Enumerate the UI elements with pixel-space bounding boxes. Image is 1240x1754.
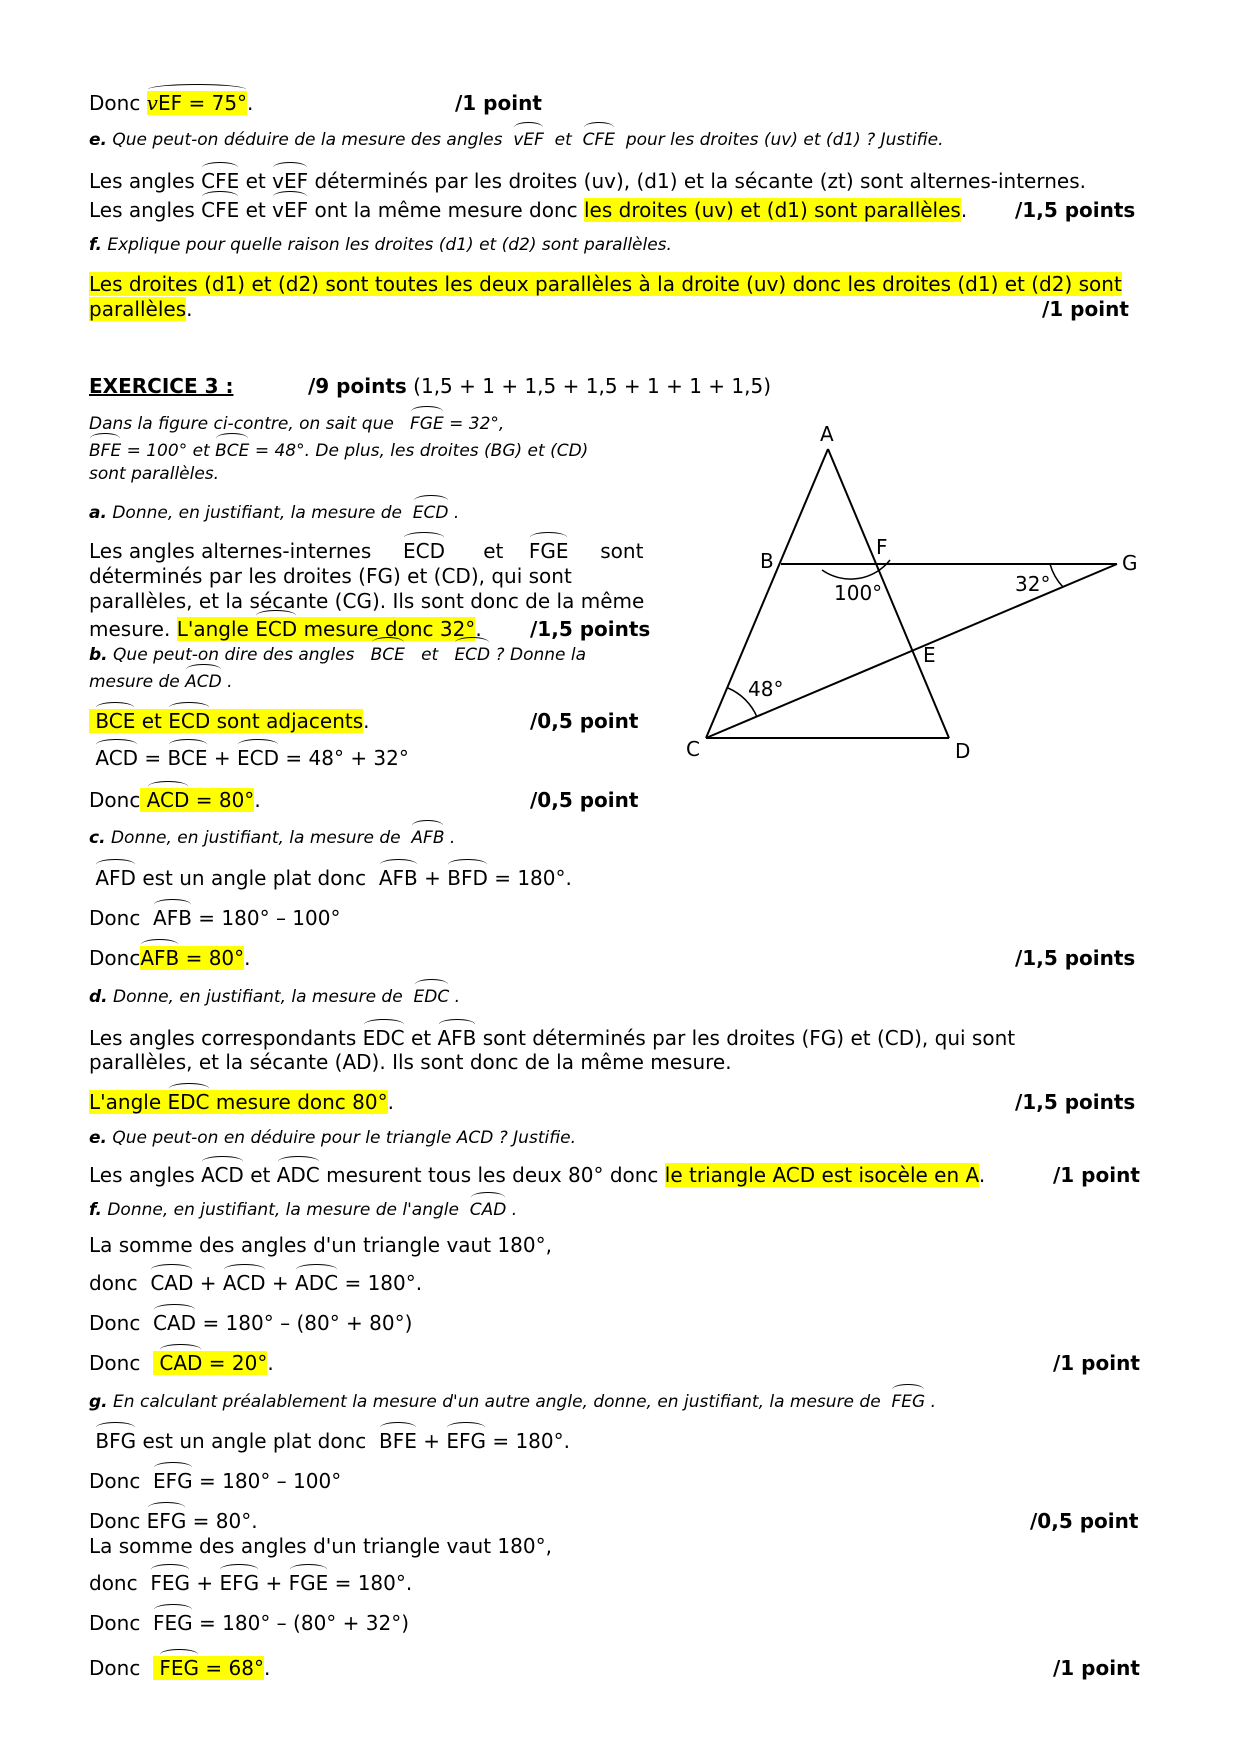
- points-g1: /0,5 point: [1030, 1509, 1139, 1533]
- answer-f-line2: donc CAD + ACD + ADC = 180°.: [89, 1271, 423, 1295]
- answer-g-line3: Donc EFG = 80°.: [89, 1509, 258, 1533]
- answer-e-line2: Les angles CFE et vEF ont la même mesure donc les droites (uv) et (d1) sont parallèles.: [89, 198, 968, 222]
- points-g2: /1 point: [1053, 1656, 1140, 1680]
- answer-e: Les angles ACD et ADC mesurent tous les deux 80° donc le triangle ACD est isocèle en A.: [89, 1163, 986, 1187]
- answer-g-line6: Donc FEG = 180° – (80° + 32°): [89, 1611, 410, 1635]
- arc-angle-f: [822, 560, 890, 579]
- points-b2: /0,5 point: [530, 788, 639, 812]
- angle-g-label: 32°: [1015, 572, 1051, 596]
- answer-f-line2: parallèles.: [89, 297, 193, 321]
- points-2: /1,5 points: [1015, 198, 1136, 222]
- answer-c-line3: DoncAFB = 80°.: [89, 946, 251, 970]
- answer-d-line3: L'angle EDC mesure donc 80°.: [89, 1090, 394, 1114]
- angle-c-label: 48°: [748, 677, 784, 701]
- question-c: c. Donne, en justifiant, la mesure de AFB .: [89, 828, 456, 848]
- points-d: /1,5 points: [1015, 1090, 1136, 1114]
- answer-g-line4: La somme des angles d'un triangle vaut 180°,: [89, 1534, 552, 1558]
- question-e: e. Que peut-on en déduire pour le triangle ACD ? Justifie.: [89, 1128, 577, 1148]
- answer-g-line1: BFG est un angle plat donc BFE + EFG = 180°.: [95, 1429, 570, 1453]
- answer-f-line3: Donc CAD = 180° – (80° + 80°): [89, 1311, 413, 1335]
- answer-c-line1: AFD est un angle plat donc AFB + BFD = 180°.: [95, 866, 572, 890]
- answer-a-line2: déterminés par les droites (FG) et (CD), qui sont: [89, 564, 572, 588]
- answer-c-line2: Donc AFB = 180° – 100°: [89, 906, 341, 930]
- points-b1: /0,5 point: [530, 709, 639, 733]
- point-d-label: D: [955, 739, 971, 763]
- answer-f-line1: Les droites (d1) et (d2) sont toutes les deux parallèles à la droite (uv) donc les droites (d1) et (d2) sont: [89, 272, 1122, 296]
- answer-g-line2: Donc EFG = 180° – 100°: [89, 1469, 342, 1493]
- answer-a-line1: Les angles alternes-internes ECD et FGE sont: [89, 539, 644, 563]
- intro-line1: Dans la figure ci-contre, on sait que FGE = 32°,: [89, 414, 505, 434]
- points-c: /1,5 points: [1015, 946, 1136, 970]
- answer-b-line3: Donc ACD = 80°.: [89, 788, 261, 812]
- question-f: f. Donne, en justifiant, la mesure de l'angle CAD .: [89, 1200, 518, 1220]
- answer-e-line1: Les angles CFE et vEF déterminés par les droites (uv), (d1) et la sécante (zt) sont alternes-internes.: [89, 169, 1086, 193]
- points-1: /1 point: [455, 91, 542, 115]
- arc-angle-c: [728, 688, 757, 717]
- question-f-ex2: f. Explique pour quelle raison les droites (d1) et (d2) sont parallèles.: [89, 235, 672, 255]
- question-a: a. Donne, en justifiant, la mesure de ECD .: [89, 503, 460, 523]
- answer-f-line1: La somme des angles d'un triangle vaut 180°,: [89, 1233, 552, 1257]
- answer-vef: vEF = 75°: [146, 91, 248, 115]
- point-b-label: B: [760, 549, 774, 573]
- point-a-label: A: [820, 422, 834, 446]
- question-e-ex2: e. Que peut-on déduire de la mesure des angles vEF et CFE pour les droites (uv) et (d1) ? Justifie.: [89, 130, 944, 150]
- segment-ad: [828, 449, 949, 738]
- answer-d-line2: parallèles, et la sécante (AD). Ils sont donc de la même mesure.: [89, 1050, 732, 1074]
- answer-b-line2: ACD = BCE + ECD = 48° + 32°: [95, 746, 409, 770]
- arc-angle-g: [1050, 564, 1063, 587]
- answer-f-line4: Donc CAD = 20°.: [89, 1351, 274, 1375]
- exercise-3-header: EXERCICE 3 :: [89, 374, 234, 398]
- points-f: /1 point: [1053, 1351, 1140, 1375]
- segment-cg: [706, 564, 1117, 738]
- angle-f-label: 100°: [834, 581, 883, 605]
- question-d: d. Donne, en justifiant, la mesure de EDC .: [89, 987, 461, 1007]
- answer-a-line3: parallèles, et la sécante (CG). Ils sont donc de la même: [89, 589, 645, 613]
- point-c-label: C: [686, 737, 700, 761]
- point-g-label: G: [1122, 551, 1138, 575]
- question-b-line1: b. Que peut-on dire des angles BCE et ECD ? Donne la: [89, 645, 587, 665]
- points-3: /1 point: [1042, 297, 1129, 321]
- answer-a-line4: mesure. L'angle ECD mesure donc 32°.: [89, 617, 482, 641]
- answer-g-line7: Donc FEG = 68°.: [89, 1656, 271, 1680]
- answer-b-line1: BCE et ECD sont adjacents.: [89, 709, 370, 733]
- point-e-label: E: [923, 643, 936, 667]
- answer-d-line1: Les angles correspondants EDC et AFB sont déterminés par les droites (FG) et (CD), qui sont: [89, 1026, 1016, 1050]
- intro-line2: BFE = 100° et BCE = 48°. De plus, les droites (BG) et (CD): [89, 441, 589, 461]
- line-donc-vef: Donc vEF = 75°.: [89, 91, 254, 115]
- points-e: /1 point: [1053, 1163, 1140, 1187]
- answer-g-line5: donc FEG + EFG + FGE = 180°.: [89, 1571, 413, 1595]
- points-a: /1,5 points: [530, 617, 651, 641]
- point-f-label: F: [876, 535, 888, 559]
- exercise-3-points: /9 points (1,5 + 1 + 1,5 + 1,5 + 1 + 1 + 1,5): [308, 374, 772, 398]
- question-g: g. En calculant préalablement la mesure d'un autre angle, donne, en justifiant, la mesure de FEG .: [89, 1392, 936, 1412]
- intro-line3: sont parallèles.: [89, 464, 220, 484]
- segment-ac: [706, 449, 828, 738]
- question-b-line2: mesure de ACD .: [89, 672, 233, 692]
